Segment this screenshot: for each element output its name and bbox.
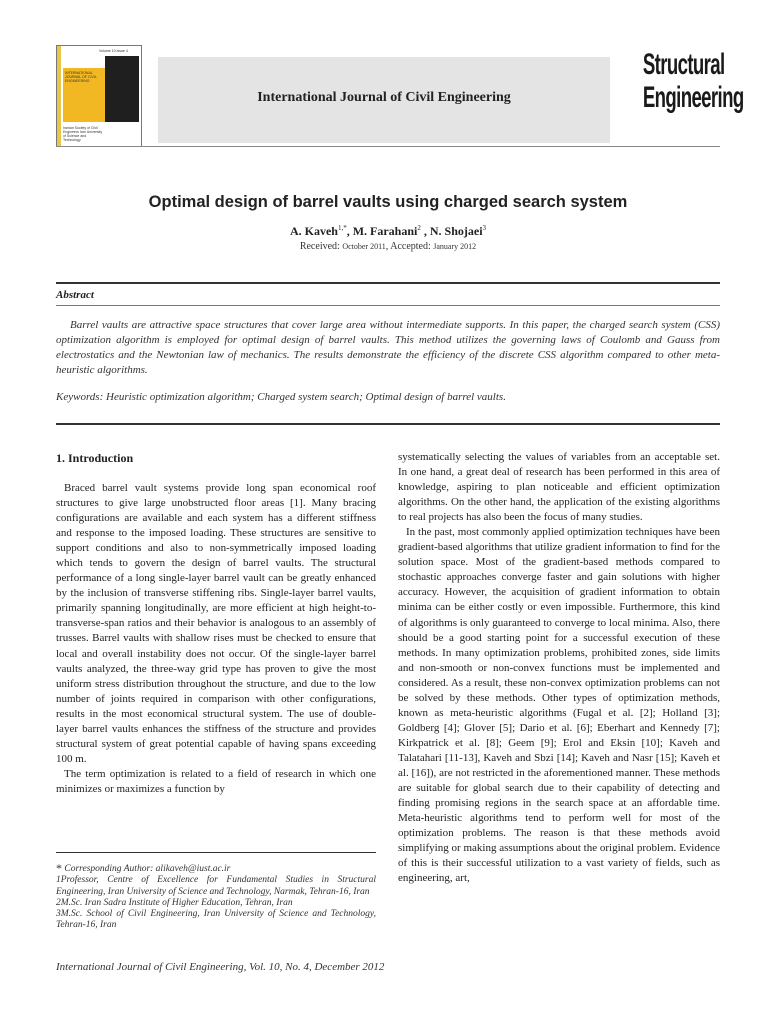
author-affiliation-mark: 3 [482,224,487,232]
received-accepted-dates [56,241,720,252]
page-footer-citation: International Journal of Civil Engineering, Vol. 10, No. 4, December 2012 [56,961,385,973]
abstract-bottom-rule [56,423,720,425]
abstract-text: Barrel vaults are attractive space structures that cover large area without intermediate supports. In this paper, the charged search system (CSS) optimization algorithm is employed for optimal design of barrel vaults. This method utilizes the governing laws of Coulomb and Gauss from electrostatics and the Newtonian law of mechanics. The results demonstrate the efficiency of the discrete CSS algorithm compared to other meta-heuristic algorithms. [56,319,720,376]
header-divider [56,146,720,147]
structural-engineering-logo [622,48,744,114]
section-heading-introduction: 1. Introduction [56,451,134,465]
logo-line-1: Structural [642,48,725,81]
cover-publisher-text: Iranian Society of Civil Engineers Iran University of Science and Technology [63,126,103,142]
accepted-date: January 2012 [433,242,477,251]
author-separator: , [420,224,430,238]
paragraph: In the past, most commonly applied optimization techniques have been gradient-based algorithms that utilize gradient information to find for the solution space. Most of the gradient-based methods compared to stochastic approaches converge faster and gain solutions with higher accuracy. However, the acquisition of gradient information to obtain minima can be either costly or even impossible. Furthermore, this kind of algorithms is only guaranteed to converge to local minima. Also, there should be a good starting point for a successful execution of these methods. In many optimization problems, prohibited zones, side limits and non-smooth or non-convex functions must be implemented and considered. As a result, these non-convex optimization problems can not be solved by these methods. Other types of optimization methods, known as meta-heuristic algorithms (Fugal et al. [2]; Holland [3]; Goldberg [4]; Glover [5]; Dario et al. [6]; Eberhart and Kennedy [7]; Kirkpatrick et al. [8]; Geem [9]; Erol and Eksin [10]; Kaveh and Talatahari [11-13], Kaveh and Sbzi [14]; Kaveh and Nasr [15]; Kaveh et al. [16]), are not restricted in the aforementioned manner. These methods are suitable for global search due to their capability of detecting and finding promising regions in the search space at an affordable time. Meta-heuristic algorithms tend to perform well for most of the optimization problems. The reason is that these methods avoid simplifying or making assumptions about the original problem. Evidence of this is their successful utilization to a vast variety of fields, such as engineering, art, [398,526,720,885]
cover-title-block [63,68,105,122]
author-affiliation-mark: 1,* [337,224,347,232]
cover-title-text: INTERNATIONAL JOURNAL OF CIVIL ENGINEERING [65,71,97,83]
footnote-affiliation-2: 2M.Sc. Iran Sadra Institute of Higher Education, Tehran, Iran [56,897,293,908]
author-list [56,224,720,239]
abstract-top-rule [56,282,720,284]
journal-name: International Journal of Civil Engineering [257,90,511,105]
author-affiliation-mark: 2 [417,224,421,232]
footnote-affiliation-1: 1Professor, Centre of Excellence for Fundamental Studies in Structural Engineering, Iran University of Science and Technology, Narmak, Tehran-16, Iran [56,875,376,897]
left-column [56,481,376,797]
paragraph: systematically selecting the values of variables from an acceptable set. In one hand, a great deal of research has been performed in this area of knowledge, aspiring to plan noticeable and efficient optimization algorithms. On the other hand, the application of the existing algorithms to real projects has also been the focus of many studies. [398,451,720,524]
paragraph: The term optimization is related to a field of research in which one minimizes or maximizes a function by [56,767,376,795]
logo-line-2: Engineering [642,81,744,114]
footnote-star: * [56,861,62,875]
footnote-affiliation-3: 3M.Sc. School of Civil Engineering, Iran University of Science and Technology, Tehran-16, Iran [56,909,376,931]
keywords: Keywords: Heuristic optimization algorithm; Charged system search; Optimal design of barrel vaults. [56,391,506,403]
footnote-rule [56,852,376,853]
received-date: October 2011 [342,242,386,251]
author-name: M. Farahani [352,224,418,238]
received-label: Received: [299,241,343,252]
footnote-corresponding-author [56,861,376,875]
author-name: A. Kaveh [289,224,338,238]
author-separator: , [346,224,353,238]
cover-image-block [105,56,139,122]
author-name: N. Shojaei [429,224,483,238]
right-column [398,450,720,886]
accepted-label: , Accepted: [385,241,434,252]
cover-top-text: Volume 10 Issue 4 [99,49,128,53]
abstract-heading-rule [56,305,720,306]
footnotes [56,861,376,932]
abstract-heading: Abstract [56,289,94,301]
journal-cover-thumbnail [56,45,142,147]
paper-title: Optimal design of barrel vaults using charged search system [148,193,628,211]
corresponding-author-text: Corresponding Author: alikaveh@iust.ac.ir [64,864,231,874]
paragraph: Braced barrel vault systems provide long span economical roof structures to give large unobstructed floor areas [1]. Many bracing configurations are available and each system has a different stiffness and response to the imposed loading. These structures are sensitive to support conditions and also to non-symmetrically imposed loading which tends to govern the design of barrel vaults. The structural performance of a long single-layer barrel vault can be greatly enhanced by the inclusion of transverse stiffening ribs. Single-layer barrel vaults, primarily spanning longitudinally, are more efficient at high height-to-transverse-span ratios and their behavior is analogous to an assembly of trusses. Barrel vaults with shallow rises must be checked to ensure that local and overall instability does not occur. Of the single-layer barrel vaults analyzed, the three-way grid type has proven to give the most uniform stress distribution throughout the structure, and due to the low number of joints required in comparison with other configurations, results in the most economical structural system. The use of double-layer barrel vaults enhances the stiffness of the structure and provides structural system of great potential capable of having spans exceeding 100 m. [56,482,376,765]
cover-spine [57,46,61,146]
